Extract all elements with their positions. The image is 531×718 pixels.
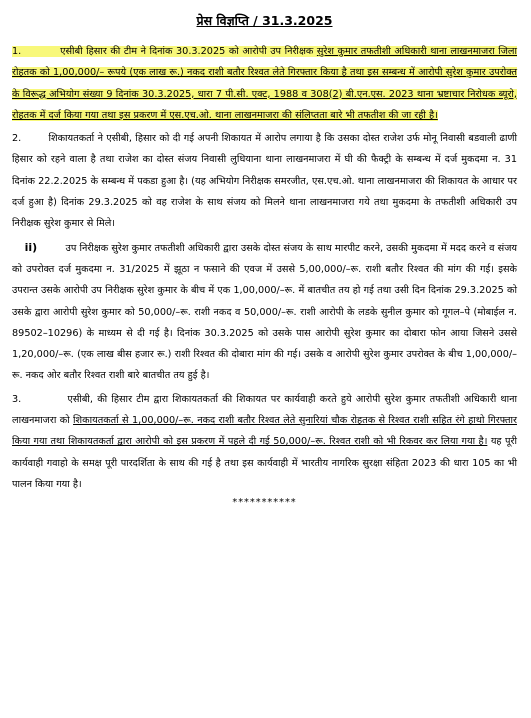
paragraph-2-text: शिकायतकर्ता ने एसीबी, हिसार को दी गई अपनी शिकायत में आरोप लगाया है कि उसका दोस्त राजेश उर्फ मोनू निवासी बडवाली ढाणी हिसार को रहने वाला है तथा राजेश का दोस्त संजय निवासी लुधियाना थाना लाखनमाजरा में घी की फैक्ट्री के सम्बन्ध में दर्ज मुकदमा न. 31 दिनांक 22.2.2025 के सम्बन्ध में पकडा हुआ है। (यह अभियोग निरीक्षक समरजीत, एस.एच.ओ. थाना लाखनमाजरा की शिकायत के आधार पर दर्ज हुआ है) दिनांक 29.3.2025 को वह राजेश के साथ संजय को मिलने थाना लाखनमाजरा गये तथा मुकदमा के तफतीशी अधिकारी उप निरीक्षक सुरेश कुमार से मिले। <box>12 133 517 230</box>
end-marker: *********** <box>232 497 297 509</box>
paragraph-1-text-b-underlined: सुरेश कुमार तफतीशी अधिकारी थाना लाखनमाजरा जिला रोहतक को 1,00,000/– रूपये (एक लाख रू.) नकद राशी बतौर रिश्वत लेते गिरफ्तार किया है तथा इस सम्बन्ध में आरोपी सुरेश कुमार उपरोक्त के विरूद्ध अभियोग संख्या 9 दिनांक 30.3.2025, धारा 7 पी.सी. एक्ट, 1988 व 308(2) बी.एन.एस. 2023 थाना भ्रष्टाचार निरोधक ब्यूरो, रोहतक में दर्ज किया गया तथा इस प्रकरण में एस.एच.ओ. थाना लाखनमाजरा की संलिप्तता बारे भी तफतीश की जा रही है। <box>12 46 518 121</box>
press-release-page <box>12 8 517 508</box>
paragraph-3-text-a: एसीबी, की हिसार टीम द्वारा शिकायतकर्ता की शिकायत पर कार्यवाही करते हुये आरोपी सुरेश कुमार तफतीशी अधिकारी थाना लाखनमाजरा को <box>12 393 518 427</box>
paragraph-1-highlight <box>12 46 517 121</box>
paragraph-2-number: 2. <box>12 133 22 145</box>
paragraph-2-ii-text: उप निरीक्षक सुरेश कुमार तफतीशी अधिकारी द्वारा उसके दोस्त संजय के साथ मारपीट करने, उसकी मुकदमा में मदद करने व संजय को उपरोक्त दर्ज मुकदमा न. 31/2025 में झूठा न फसाने की एवज में उससे 5,00,000/–रू. राशी बतौर रिश्वत की मांग की गई। इसके उपरान्त उसके आरोपी उप निरीक्षक सुरेश कुमार के बीच में एक 1,00,000/–रू. में बातचीत तय हो गई तथा उसी दिन दिनांक 29.3.2025 को उसके द्वारा आरोपी सुरेश कुमार को 50,000/–रू. राशी नकद व 50,000/–रू. राशी आरोपी के लडके सुनील कुमार को गूगल–पे (मोबाईल न. 89502–10296) के माध्यम से दी गई है। दिनांक 30.3.2025 को उसके पास आरोपी सुरेश कुमार का दोबारा फोन आया जिसने उससे 1,20,000/–रू. (एक लाख बीस हजार रू.) राशी रिश्वत की दोबारा मांग की गई। उसके व आरोपी सुरेश कुमार उपरोक्त के बीच 1,00,000/–रू. नकद ओर बतौर रिश्वत राशी बारे बातचीत तय हुई है। <box>12 242 517 382</box>
paragraph-2-ii-number: ii) <box>24 240 38 254</box>
paragraph-1 <box>12 41 517 126</box>
paragraph-1-number: 1. <box>12 46 22 57</box>
paragraph-1-text-a: एसीबी हिसार की टीम ने दिनांक 30.3.2025 को आरोपी उप निरीक्षक <box>60 46 317 57</box>
paragraph-3-text-c: यह पूरी कार्यवाही गवाहो के समक्ष पूरी पारदर्शिता के साथ की गई है तथा इस कार्यवाही में भारतीय नागरिक सुरक्षा संहिता 2023 की धारा 105 का भी पालन किया गया है। <box>12 436 517 490</box>
paragraph-2 <box>12 128 517 234</box>
press-release-title: प्रेस विज्ञप्ति / 31.3.2025 <box>196 13 333 28</box>
paragraph-3 <box>12 389 517 495</box>
paragraph-3-text-b-underlined: शिकायतकर्ता से 1,00,000/–रू. नकद राशी बतौर रिश्वत लेते सुनारियां चौक रोहतक से रिश्वत राशी सहित रंगे हाथो गिरफ्तार किया गया तथा शिकायतकर्ता द्वारा आरोपी को इस प्रकरण में पहले दी गई 50,000/–रू. रिश्वत राशी को भी रिकवर कर लिया गया है। <box>12 415 517 448</box>
paragraph-2-ii <box>12 237 517 387</box>
paragraph-3-number: 3. <box>12 393 22 405</box>
